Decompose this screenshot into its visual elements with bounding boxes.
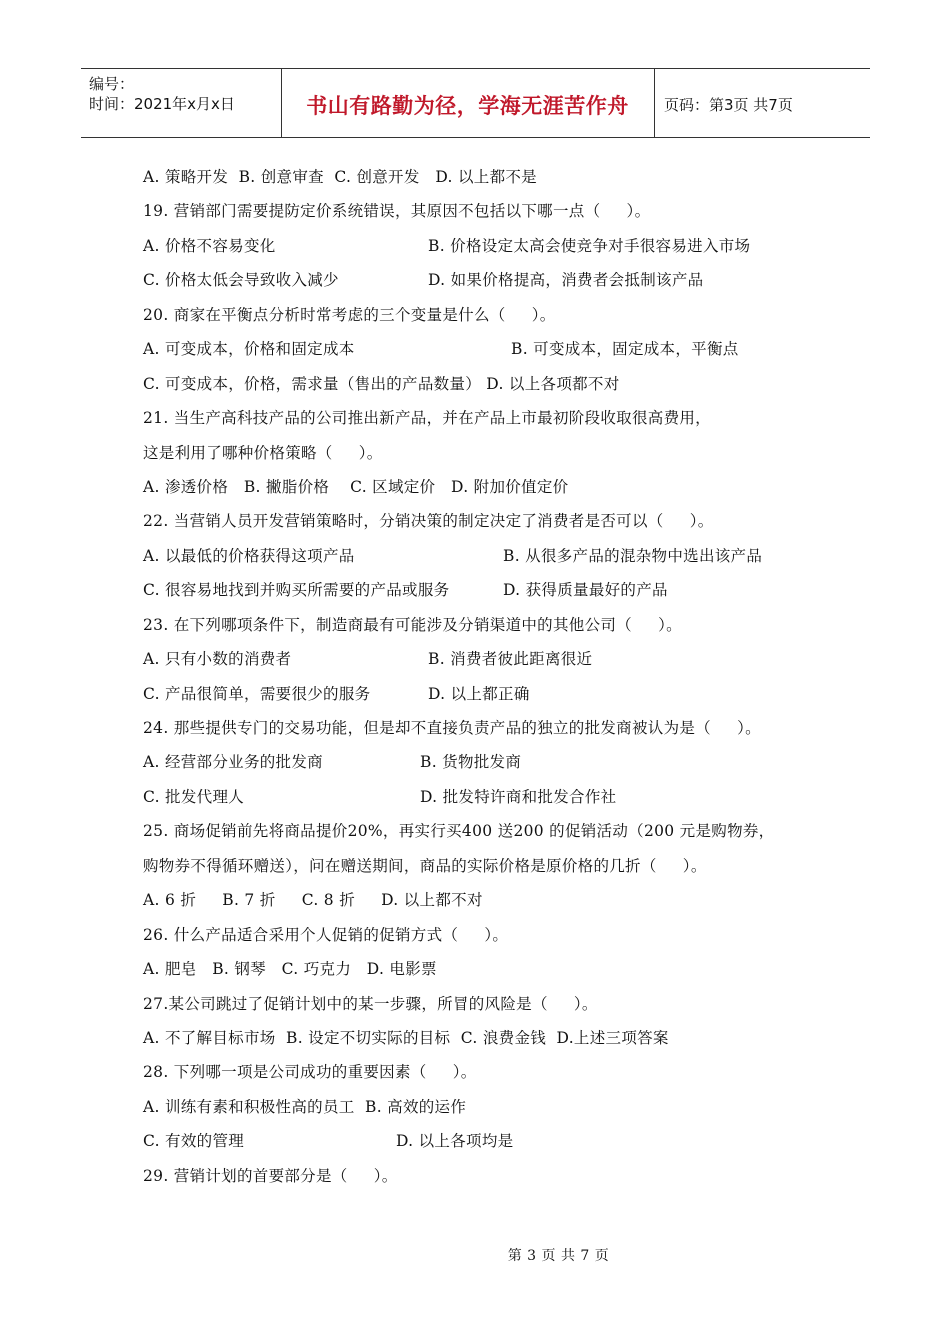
text-line bbox=[143, 1090, 843, 1124]
line-text: A. 渗透价格 B. 撇脂价格 C. 区域定价 D. 附加价值定价 bbox=[143, 477, 569, 496]
text-line bbox=[143, 711, 843, 745]
header-motto: 书山有路勤为径，学海无涯苦作舟 bbox=[306, 94, 629, 118]
line-text: C. 可变成本，价格，需求量（售出的产品数量） D. 以上各项都不对 bbox=[143, 374, 620, 393]
line-option-right: D. 以上各项均是 bbox=[396, 1132, 514, 1151]
text-line bbox=[143, 194, 843, 228]
line-text: A. 经营部分业务的批发商 bbox=[143, 753, 323, 772]
text-line bbox=[143, 952, 843, 986]
text-line bbox=[143, 987, 843, 1021]
text-line bbox=[143, 367, 843, 401]
text-line bbox=[143, 608, 843, 642]
line-text: 22. 当营销人员开发营销策略时，分销决策的制定决定了消费者是否可以（ ）。 bbox=[143, 512, 714, 531]
text-line bbox=[143, 504, 843, 538]
text-line bbox=[143, 1159, 843, 1193]
text-line bbox=[143, 1124, 843, 1158]
line-text: 19. 营销部门需要提防定价系统错误，其原因不包括以下哪一点（ ）。 bbox=[143, 202, 651, 221]
line-text: 28. 下列哪一项是公司成功的重要因素（ ）。 bbox=[143, 1063, 477, 1082]
line-text: A. 训练有素和积极性高的员工 B. 高效的运作 bbox=[143, 1097, 467, 1116]
header-meta-cell bbox=[81, 69, 282, 137]
line-text: A. 只有小数的消费者 bbox=[143, 650, 292, 669]
text-line bbox=[143, 918, 843, 952]
header-motto-cell bbox=[281, 69, 655, 137]
line-text: A. 6 折 B. 7 折 C. 8 折 D. 以上都不对 bbox=[143, 891, 483, 910]
line-option-right: B. 价格设定太高会使竞争对手很容易进入市场 bbox=[428, 236, 751, 255]
line-text: 26. 什么产品适合采用个人促销的促销方式（ ）。 bbox=[143, 925, 509, 944]
line-text: A. 不了解目标市场 B. 设定不切实际的目标 C. 浪费金钱 D.上述三项答案 bbox=[143, 1028, 669, 1047]
line-option-right: B. 货物批发商 bbox=[420, 753, 522, 772]
line-option-right: D. 批发特许商和批发合作社 bbox=[420, 787, 617, 806]
text-line bbox=[143, 401, 843, 435]
line-text: 29. 营销计划的首要部分是（ ）。 bbox=[143, 1166, 398, 1185]
text-line bbox=[143, 298, 843, 332]
line-text: A. 可变成本，价格和固定成本 bbox=[143, 340, 355, 359]
question-list bbox=[143, 160, 843, 1193]
line-text: A. 肥皂 B. 钢琴 C. 巧克力 D. 电影票 bbox=[143, 960, 437, 979]
line-text: A. 策略开发 B. 创意审查 C. 创意开发 D. 以上都不是 bbox=[143, 168, 537, 186]
line-text: C. 批发代理人 bbox=[143, 787, 245, 806]
text-line bbox=[143, 642, 843, 676]
text-line bbox=[143, 849, 843, 883]
text-line bbox=[143, 1055, 843, 1089]
text-line bbox=[143, 573, 843, 607]
line-text: 24. 那些提供专门的交易功能，但是却不直接负责产品的独立的批发商被认为是（ ）。 bbox=[143, 719, 761, 737]
text-line bbox=[143, 229, 843, 263]
document-header bbox=[81, 68, 870, 138]
text-line bbox=[143, 160, 843, 194]
header-number-label: 编号： bbox=[89, 75, 135, 93]
page-footer: 第 3 页 共 7 页 bbox=[507, 1248, 610, 1264]
line-option-right: B. 可变成本，固定成本，平衡点 bbox=[511, 340, 739, 359]
line-option-right: D. 获得质量最好的产品 bbox=[503, 581, 668, 600]
text-line bbox=[143, 263, 843, 297]
line-text: 购物券不得循环赠送），问在赠送期间，商品的实际价格是原价格的几折（ ）。 bbox=[143, 856, 707, 875]
line-text: C. 有效的管理 bbox=[143, 1132, 245, 1151]
line-option-right: B. 从很多产品的混杂物中选出该产品 bbox=[503, 546, 763, 565]
text-line bbox=[143, 436, 843, 470]
text-line bbox=[143, 780, 843, 814]
line-text: C. 产品很简单，需要很少的服务 bbox=[143, 684, 371, 703]
text-line bbox=[143, 883, 843, 917]
line-text: C. 价格太低会导致收入减少 bbox=[143, 271, 339, 290]
text-line bbox=[143, 814, 843, 848]
line-text: 27.某公司跳过了促销计划中的某一步骤，所冒的风险是（ ）。 bbox=[143, 994, 598, 1013]
text-line bbox=[143, 677, 843, 711]
header-page-cell bbox=[654, 69, 870, 137]
line-text: 23. 在下列哪项条件下，制造商最有可能涉及分销渠道中的其他公司（ ）。 bbox=[143, 615, 682, 634]
line-text: 这是利用了哪种价格策略（ ）。 bbox=[143, 443, 383, 462]
line-text: A. 价格不容易变化 bbox=[143, 236, 276, 255]
header-page-label: 页码：第3页 共7页 bbox=[664, 95, 793, 114]
text-line bbox=[143, 1021, 843, 1055]
header-time-label: 时间：2021年x月x日 bbox=[89, 95, 235, 113]
text-line bbox=[143, 332, 843, 366]
text-line bbox=[143, 539, 843, 573]
line-text: 21. 当生产高科技产品的公司推出新产品，并在产品上市最初阶段收取很高费用， bbox=[143, 409, 711, 428]
line-text: 25. 商场促销前先将商品提价20%，再实行买400 送200 的促销活动（200 元是购物券， bbox=[143, 822, 775, 841]
line-option-right: D. 以上都正确 bbox=[428, 684, 530, 703]
text-line bbox=[143, 745, 843, 779]
line-text: 20. 商家在平衡点分析时常考虑的三个变量是什么（ ）。 bbox=[143, 305, 556, 324]
line-option-right: D. 如果价格提高，消费者会抵制该产品 bbox=[428, 271, 704, 290]
line-text: A. 以最低的价格获得这项产品 bbox=[143, 546, 355, 565]
line-option-right: B. 消费者彼此距离很近 bbox=[428, 650, 593, 669]
text-line bbox=[143, 470, 843, 504]
line-text: C. 很容易地找到并购买所需要的产品或服务 bbox=[143, 581, 450, 600]
